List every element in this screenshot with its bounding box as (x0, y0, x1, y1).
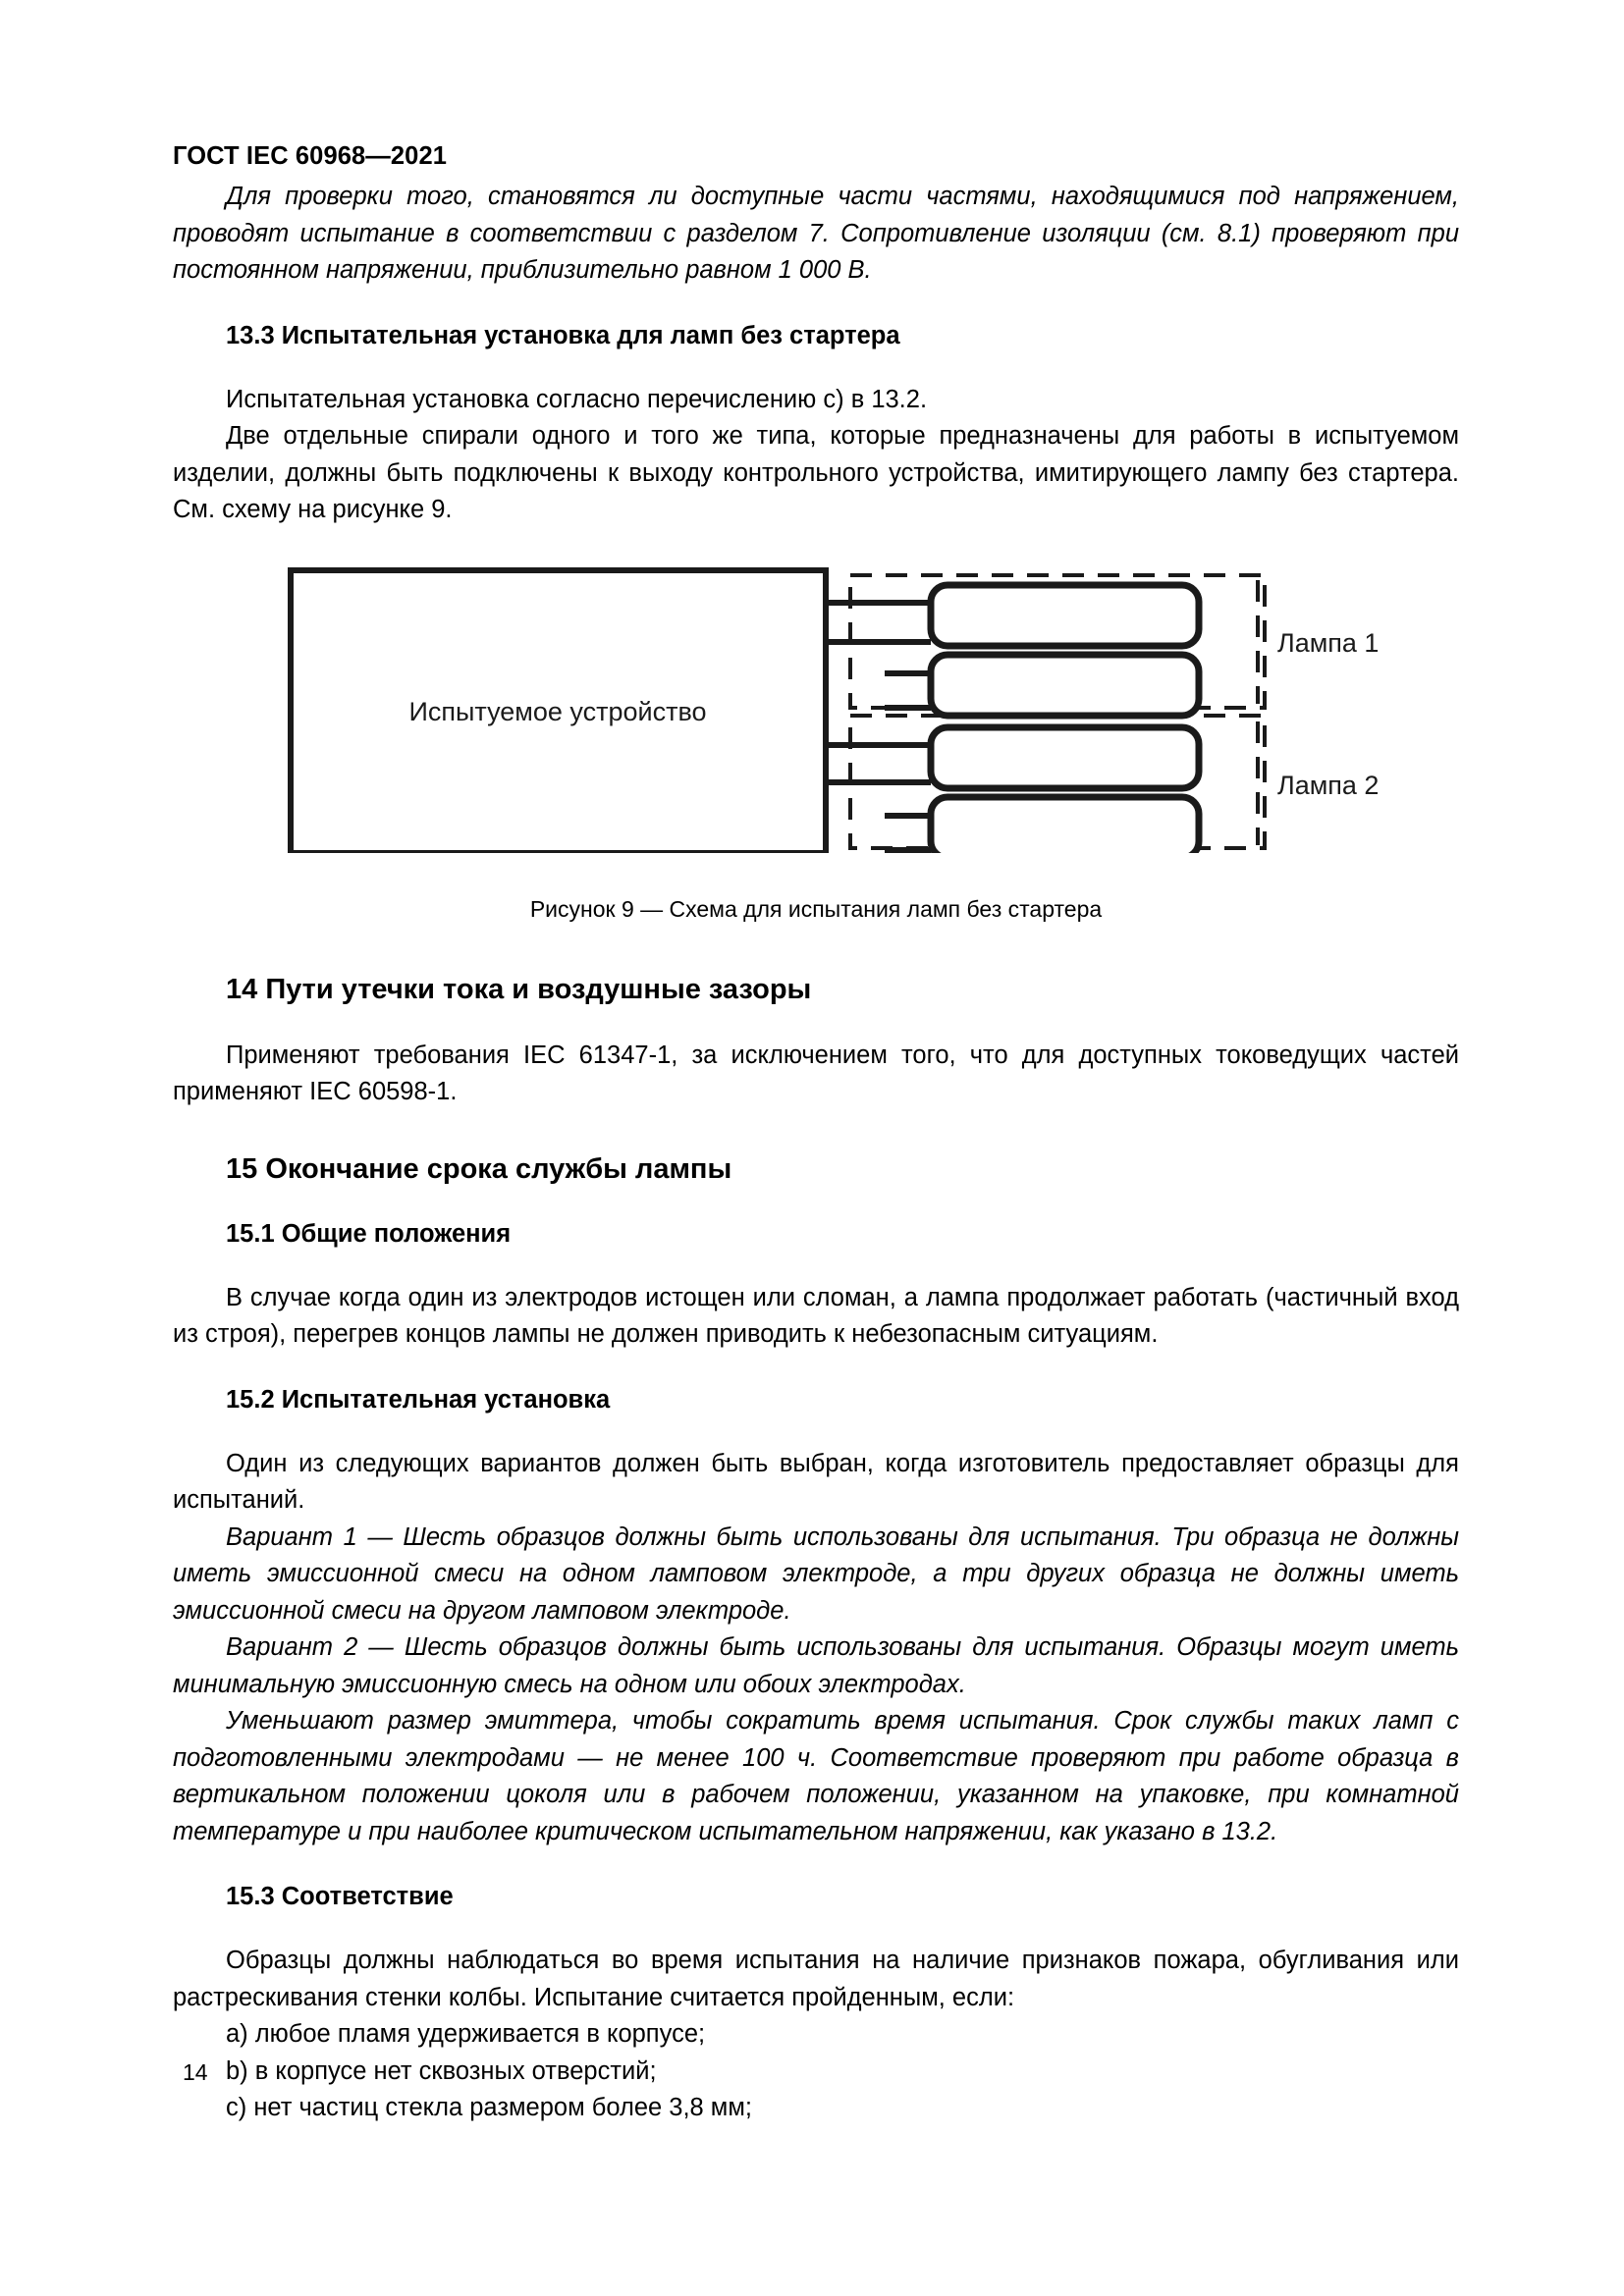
spacer (173, 1188, 1459, 1217)
running-header: ГОСТ IEC 60968—2021 (173, 142, 448, 170)
page-number: 14 (183, 2059, 208, 2085)
spacer (173, 1354, 1459, 1383)
spacer (173, 1850, 1459, 1880)
paragraph-15-2-variant-1: Вариант 1 — Шесть образцов должны быть использованы для испытания. Три образца не должны иметь эмиссионной смеси на одном ламповом электроде, а три других образца не должны иметь эмиссионной смеси на другом ламповом электроде. (173, 1522, 1459, 1625)
spacer (173, 352, 1459, 382)
lamp-2-coil-lower (931, 797, 1199, 853)
list-item-c: c) нет частиц стекла размером более 3,8 мм; (226, 2094, 752, 2121)
heading-13-3: 13.3 Испытательная установка для ламп без стартера (226, 321, 900, 349)
spacer (173, 853, 1459, 894)
spacer (173, 1111, 1459, 1150)
lamp-1-coil-lower (931, 655, 1199, 716)
paragraph-13-3-2: Две отдельные спирали одного и того же типа, которые предназначены для работы в испытуемом изделии, должны быть подключены к выходу контрольного устройства, имитирующего лампу без стартера. См. схему на рисунке 9. (173, 422, 1459, 523)
paragraph-13-3-1: Испытательная установка согласно перечислению c) в 13.2. (226, 385, 928, 413)
paragraph-15-2-1: Один из следующих вариантов должен быть выбран, когда изготовитель предоставляет образцы для испытаний. (173, 1449, 1459, 1514)
paragraph-15-3-1: Образцы должны наблюдаться во время испытания на наличие признаков пожара, обугливания или растрескивания стенки колбы. Испытание считается пройденным, если: (173, 1947, 1459, 2011)
paragraph-15-1-1: В случае когда один из электродов истощен или сломан, а лампа продолжает работать (частичный вход из строя), перегрев концов лампы не должен приводить к небезопасным ситуациям. (173, 1283, 1459, 1348)
spacer (173, 529, 1459, 559)
spacer (173, 1008, 1459, 1038)
figure-9-schematic (173, 559, 1459, 853)
intro-italic-paragraph: Для проверки того, становятся ли доступные части частями, находящимися под напряжением, проводят испытание в соответствии с разделом 7. Сопротивление изоляции (см. 8.1) проверяют при постоянном напряжении, приблизительно равном 1 000 В. (173, 183, 1459, 284)
list-item-a: a) любое пламя удерживается в корпусе; (226, 2020, 706, 2048)
lamp-1-coil-upper (931, 585, 1199, 646)
page-content (173, 179, 1459, 2127)
heading-15-2: 15.2 Испытательная установка (226, 1385, 611, 1414)
heading-15: 15 Окончание срока службы лампы (226, 1152, 732, 1185)
spacer (173, 1251, 1459, 1280)
spacer (173, 1913, 1459, 1943)
spacer (173, 290, 1459, 319)
paragraph-14-1: Применяют требования IEC 61347-1, за исключением того, что для доступных токоведущих частей применяют IEC 60598-1. (173, 1041, 1459, 1105)
spacer (173, 1416, 1459, 1446)
paragraph-15-2-2: Уменьшают размер эмиттера, чтобы сократить время испытания. Срок службы таких ламп с подготовленными электродами — не менее 100 ч. Соответствие проверяют при работе образца в вертикальном положении цоколя или в рабочем положении, указанном на упаковке, при комнатной температуре и при наиболее критическом испытательном напряжении, как указано в 13.2. (173, 1707, 1459, 1845)
lamp-2-label: Лампа 2 (1277, 770, 1380, 800)
figure-9 (173, 559, 1459, 853)
device-under-test-label: Испытуемое устройство (408, 696, 707, 726)
lamp-1-label: Лампа 1 (1277, 627, 1380, 658)
list-item-b: b) в корпусе нет сквозных отверстий; (226, 2056, 657, 2085)
figure-9-caption: Рисунок 9 — Схема для испытания ламп без стартера (529, 895, 1103, 922)
heading-14: 14 Пути утечки тока и воздушные зазоры (226, 973, 812, 1005)
spacer (173, 924, 1459, 971)
heading-15-3: 15.3 Соответствие (226, 1883, 454, 1910)
paragraph-15-2-variant-2: Вариант 2 — Шесть образцов должны быть использованы для испытания. Образцы могут иметь минимальную эмиссионную смесь на одном или обоих электродах. (173, 1633, 1459, 1698)
lamp-2-coil-upper (931, 727, 1199, 788)
heading-15-1: 15.1 Общие положения (226, 1219, 512, 1248)
